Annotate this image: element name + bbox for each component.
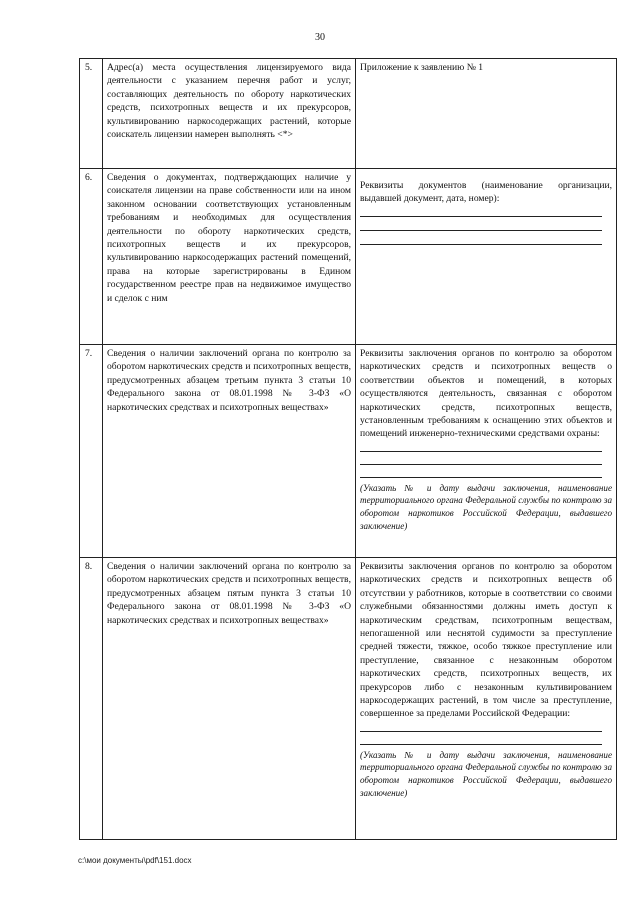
blank-line xyxy=(360,216,602,217)
row-details-cell xyxy=(356,345,617,558)
blank-line xyxy=(360,230,602,231)
table-row xyxy=(80,59,617,169)
blank-line xyxy=(360,477,602,478)
blank-line xyxy=(360,451,602,452)
footer-file-path: c:\мои документы\pdf\151.docx xyxy=(78,856,192,865)
row-number: 6. xyxy=(80,169,103,345)
row-description: Сведения о наличии заключений органа по контролю за оборотом наркотических средств и психотропных веществ, предусмотренных абзацем пятым пункта 3 статьи 10 Федерального закона от 08.01.1998 № 3-ФЗ «О наркотических средствах и психотропных веществах» xyxy=(103,558,356,840)
row-details: Реквизиты заключения органов по контролю за оборотом наркотических средств и психотропных веществ об отсутствии у работников, которые в соответствии со своими служебными обязанностями должны иметь доступ к наркотическим средствам, психотропным веществам, непогашенной или неснятой судимости за преступление средней тяжести, тяжкое, особо тяжкое преступление или преступление, связанное с незаконным оборотом наркотических средств, психотропных веществ, их прекурсоров либо с незаконным культивированием наркосодержащих растений, в том числе за преступление, совершенное за пределами Российской Федерации: xyxy=(360,561,612,720)
blank-line xyxy=(360,744,602,745)
row-number: 8. xyxy=(80,558,103,840)
row-number: 7. xyxy=(80,345,103,558)
row-note: (Указать № и дату выдачи заключения, наименование территориального органа Федеральной службы по контролю за оборотом наркотиков Российской Федерации, выдавшего заключение) xyxy=(360,482,612,531)
row-description: Сведения о наличии заключений органа по контролю за оборотом наркотических средств и психотропных веществ, предусмотренных абзацем третьим пункта 3 статьи 10 Федерального закона от 08.01.1998 № 3-ФЗ «О наркотических средствах и психотропных веществах» xyxy=(103,345,356,558)
row-details: Реквизиты документов (наименование организации, выдавшей документ, дата, номер): xyxy=(360,180,612,205)
row-description: Сведения о документах, подтверждающих наличие у соискателя лицензии на праве собственности или на ином законном основании соответствующих установленным требованиям и необходимых для осуществления деятельности по обороту наркотических средств, психотропных веществ и их прекурсоров, культивированию наркосодержащих растений помещений, права на которые зарегистрированы в Едином государственном реестре прав на недвижимое имущество и сделок с ним xyxy=(103,169,356,345)
row-details: Приложение к заявлению № 1 xyxy=(356,59,617,169)
row-note: (Указать № и дату выдачи заключения, наименование территориального органа Федеральной службы по контролю за оборотом наркотиков Российской Федерации, выдавшего заключение) xyxy=(360,749,612,798)
row-description: Адрес(а) места осуществления лицензируемого вида деятельности с указанием перечня работ и услуг, составляющих деятельность по обороту наркотических средств, психотропных веществ и их прекурсоров, культивированию наркосодержащих растений, которые соискатель лицензии намерен выполнять <*> xyxy=(103,59,356,169)
application-table xyxy=(79,58,617,840)
row-details-cell xyxy=(356,558,617,840)
page-number: 30 xyxy=(315,32,325,43)
table-row xyxy=(80,558,617,840)
blank-line xyxy=(360,464,602,465)
row-details-cell xyxy=(356,169,617,345)
blank-line xyxy=(360,731,602,732)
table-row xyxy=(80,345,617,558)
row-details: Реквизиты заключения органов по контролю за оборотом наркотических средств и психотропных веществ о соответствии объектов и помещений, в которых осуществляются деятельность, связанная с оборотом наркотических средств, психотропных веществ, установленным требованиям к оснащению этих объектов и помещений инженерно-техническими средствами охраны: xyxy=(360,348,612,440)
row-number: 5. xyxy=(80,59,103,169)
blank-line xyxy=(360,244,602,245)
table-row xyxy=(80,169,617,345)
